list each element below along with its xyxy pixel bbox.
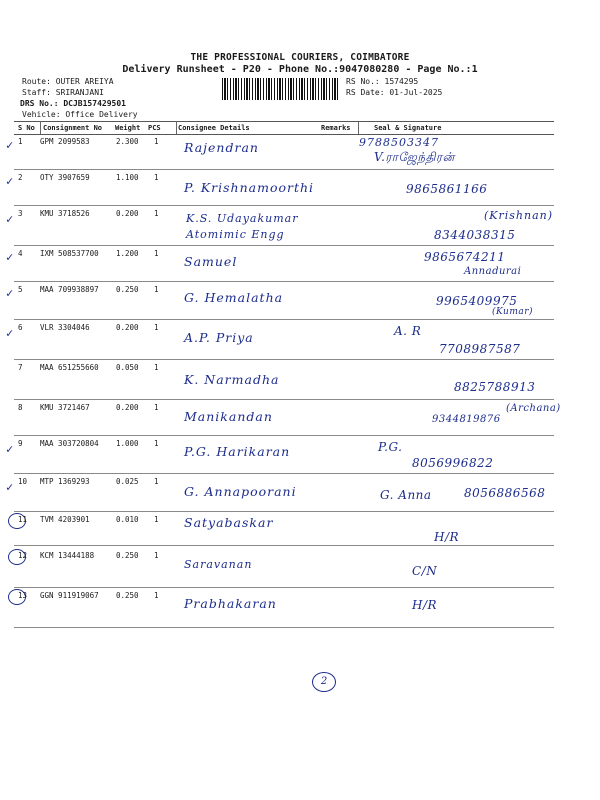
row-sno: 1	[18, 137, 23, 146]
col-divider	[358, 121, 359, 134]
tick-mark: ✓	[6, 442, 14, 456]
drs-label: DRS No.: DCJB157429501	[20, 99, 126, 108]
row-pcs: 1	[154, 363, 159, 372]
row-signature: 9965409975	[436, 294, 518, 308]
row-signature: 9865861166	[406, 182, 488, 196]
row-consignment: VLR 3304046	[40, 323, 90, 332]
row-signature: H/R	[412, 598, 438, 612]
row-signature: C/N	[412, 564, 438, 578]
row-consignment: OTY 3907659	[40, 173, 90, 182]
row-consignment: MTP 1369293	[40, 477, 90, 486]
row-signature-extra: 8344038315	[434, 228, 516, 242]
row-signature-extra: (Archana)	[506, 403, 561, 414]
company-title: THE PROFESSIONAL COURIERS, COIMBATORE	[190, 52, 410, 63]
row-sno: 9	[18, 439, 23, 448]
barcode-image	[222, 78, 338, 100]
col-weight: Weight	[115, 124, 141, 132]
row-consignee-name: K.S. Udayakumar	[186, 212, 299, 225]
row-signature: A. R	[394, 324, 422, 338]
table-row	[6, 282, 554, 320]
tick-mark: ✓	[6, 212, 14, 226]
row-consignee-name: Rajendran	[184, 140, 259, 155]
rs-date: RS Date: 01-Jul-2025	[346, 88, 443, 97]
tick-mark: ✓	[6, 138, 14, 152]
row-consignee-name: Satyabaskar	[184, 515, 274, 530]
row-sno: 10	[18, 477, 28, 486]
row-consignee-name: A.P. Priya	[184, 330, 254, 345]
row-weight: 0.250	[116, 285, 139, 294]
row-pcs: 1	[154, 285, 159, 294]
col-divider	[40, 121, 41, 134]
tick-mark: ✓	[6, 480, 14, 494]
row-sno: 6	[18, 323, 23, 332]
row-signature: 8825788913	[454, 380, 536, 394]
row-weight: 1.100	[116, 173, 139, 182]
row-weight: 2.300	[116, 137, 139, 146]
row-consignment: KCM 13444188	[40, 551, 95, 560]
table-row	[14, 512, 554, 546]
row-signature-extra: 8056996822	[412, 456, 494, 470]
row-pcs: 1	[154, 515, 159, 524]
row-signature: (Krishnan)	[484, 209, 554, 222]
row-signature-extra: 8056886568	[464, 486, 546, 500]
row-signature: 9788503347	[359, 136, 439, 149]
tick-mark: ✓	[6, 250, 14, 264]
row-consignment: IXM 508537700	[40, 249, 99, 258]
row-consignee-name: K. Narmadha	[184, 372, 280, 387]
row-consignee-name: P.G. Harikaran	[184, 444, 291, 459]
row-weight: 0.025	[116, 477, 139, 486]
runsheet-subtitle: Delivery Runsheet - P20 - Phone No.:9047080280 - Page No.:1	[122, 64, 478, 75]
route-label: Route: OUTER AREIYA	[22, 77, 114, 86]
row-sno: 5	[18, 285, 23, 294]
row-pcs: 1	[154, 137, 159, 146]
table-row	[6, 436, 554, 474]
row-consignment: GGN 911919067	[40, 591, 99, 600]
row-consignee-name: G. Hemalatha	[184, 290, 284, 305]
row-pcs: 1	[154, 323, 159, 332]
staff-label: Staff: SRIRANJANI	[22, 88, 104, 97]
row-consignee-name: P. Krishnamoorthi	[184, 180, 315, 195]
row-sno: 12	[18, 551, 28, 560]
row-pcs: 1	[154, 173, 159, 182]
col-divider	[176, 121, 177, 134]
row-weight: 1.000	[116, 439, 139, 448]
table-row	[6, 170, 554, 206]
row-weight: 0.250	[116, 551, 139, 560]
row-signature-extra: Annadurai	[464, 266, 522, 277]
row-weight: 0.250	[116, 591, 139, 600]
tick-mark: ✓	[6, 174, 14, 188]
row-consignment: MAA 709938897	[40, 285, 99, 294]
table-row	[6, 134, 554, 170]
row-weight: 0.200	[116, 403, 139, 412]
table-row	[6, 320, 554, 360]
row-signature: 9344819876	[432, 414, 501, 425]
col-seal: Seal & Signature	[374, 124, 442, 132]
row-consignment: MAA 303720804	[40, 439, 99, 448]
row-consignee-name: G. Annapoorani	[184, 484, 297, 499]
row-pcs: 1	[154, 403, 159, 412]
row-signature-extra: V.ராஜேந்திரன்	[374, 150, 455, 164]
table-row	[14, 400, 561, 436]
vehicle-label: Vehicle: Office Delivery	[22, 110, 138, 119]
row-consignee-name: Saravanan	[184, 558, 253, 571]
row-weight: 0.050	[116, 363, 139, 372]
handwritten-page-mark: 2	[312, 672, 336, 692]
row-signature: 9865674211	[424, 250, 506, 264]
row-sno: 2	[18, 173, 23, 182]
tick-mark: ✓	[6, 286, 14, 300]
table-row	[14, 546, 554, 588]
row-pcs: 1	[154, 591, 159, 600]
row-consignment: GPM 2099583	[40, 137, 90, 146]
table-row	[14, 588, 554, 628]
row-divider	[14, 627, 554, 628]
row-weight: 0.010	[116, 515, 139, 524]
col-remarks: Remarks	[321, 124, 351, 132]
row-consignee-name: Prabhakaran	[184, 596, 277, 611]
row-consignee-name: Samuel	[184, 254, 238, 269]
row-consignment: MAA 651255660	[40, 363, 99, 372]
row-weight: 0.200	[116, 323, 139, 332]
row-consignee-name: Manikandan	[184, 409, 273, 424]
table-top-rule	[14, 121, 554, 122]
row-signature-extra: 7708987587	[439, 342, 521, 356]
table-row	[14, 360, 554, 400]
row-signature: G. Anna	[380, 488, 432, 502]
col-consignee: Consignee Details	[178, 124, 250, 132]
row-sno: 4	[18, 249, 23, 258]
row-consignee-company: Atomimic Engg	[186, 228, 285, 241]
row-sno: 3	[18, 209, 23, 218]
col-consignment: Consignment No	[43, 124, 103, 132]
col-sno: S No	[18, 124, 35, 132]
row-signature: H/R	[434, 530, 460, 544]
row-weight: 0.200	[116, 209, 139, 218]
table-row	[6, 246, 554, 282]
row-sno: 8	[18, 403, 23, 412]
row-pcs: 1	[154, 551, 159, 560]
col-pcs: PCS	[148, 124, 161, 132]
table-row	[6, 474, 554, 512]
table-row	[6, 206, 554, 246]
row-signature: P.G.	[378, 440, 403, 454]
row-sno: 7	[18, 363, 23, 372]
tick-mark: ✓	[6, 326, 14, 340]
row-pcs: 1	[154, 439, 159, 448]
row-signature-extra: (Kumar)	[492, 307, 534, 317]
row-consignment: TVM 4203901	[40, 515, 90, 524]
row-sno: 11	[18, 515, 28, 524]
row-sno: 13	[18, 591, 28, 600]
row-consignment: KMU 3721467	[40, 403, 90, 412]
row-pcs: 1	[154, 477, 159, 486]
row-pcs: 1	[154, 249, 159, 258]
rs-number: RS No.: 1574295	[346, 77, 419, 86]
row-consignment: KMU 3718526	[40, 209, 90, 218]
row-pcs: 1	[154, 209, 159, 218]
row-weight: 1.200	[116, 249, 139, 258]
